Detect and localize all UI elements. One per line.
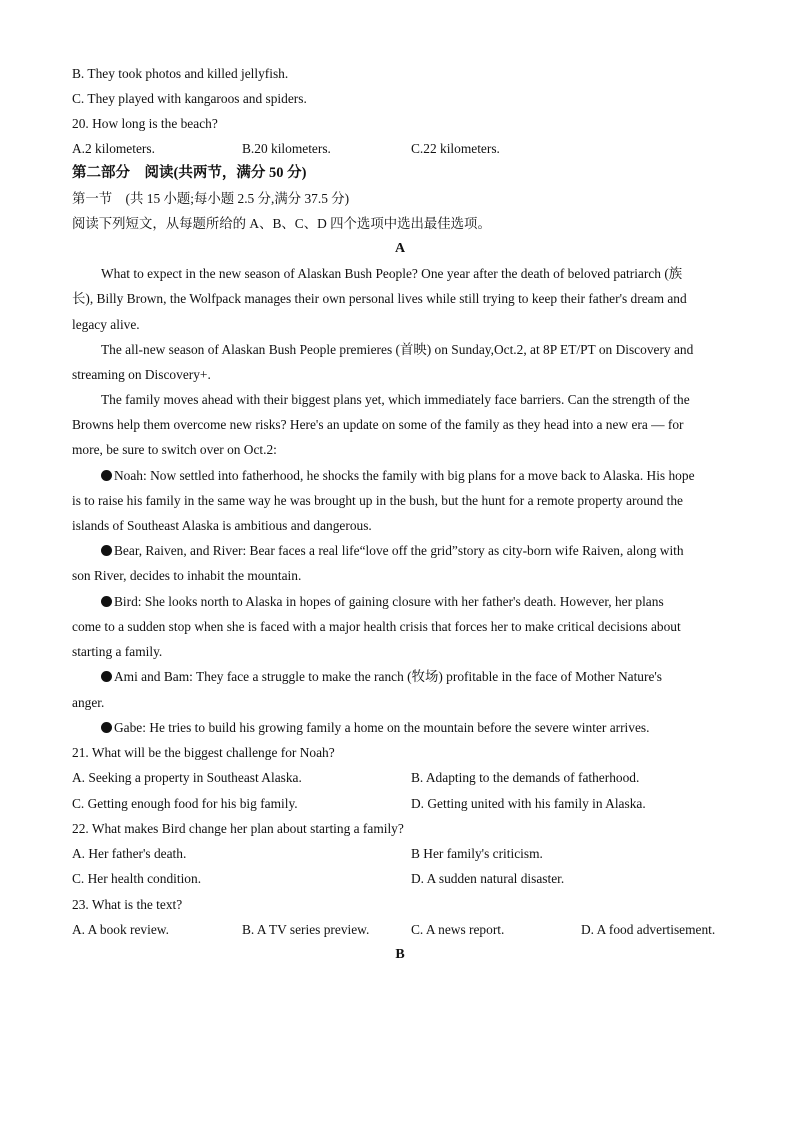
passage-line: son River, decides to inhabit the mountain. — [72, 568, 302, 583]
passage-b-label: B — [395, 947, 405, 962]
q21-option-a: A. Seeking a property in Southeast Alaska. — [72, 770, 302, 785]
passage-line: Browns help them overcome new risks? Here's an update on some of the family as they head into a new era — for — [72, 417, 684, 432]
section-title: 第二部分 阅读(共两节，满分 50 分) — [72, 165, 307, 181]
q19-option-b: B. They took photos and killed jellyfish. — [72, 66, 289, 81]
bullet-icon — [101, 671, 112, 682]
q23-option-c: C. A news report. — [411, 922, 505, 937]
passage-line: legacy alive. — [72, 317, 140, 332]
q22-option-a: A. Her father's death. — [72, 846, 187, 861]
passage-line: is to raise his family in the same way he was brought up in the bush, but the hunt for a remote property around the — [72, 493, 683, 508]
q23-option-b: B. A TV series preview. — [242, 922, 370, 937]
bullet-icon — [101, 722, 112, 733]
passage-line: The all-new season of Alaskan Bush People premieres (首映) on Sunday,Oct.2, at 8P ET/PT on Discovery and — [101, 342, 694, 357]
q23-option-a: A. A book review. — [72, 922, 169, 937]
bullet-icon — [101, 596, 112, 607]
passage-line: starting a family. — [72, 644, 163, 659]
bullet-item-gabe: Gabe: He tries to build his growing family a home on the mountain before the severe winter arrives. — [101, 719, 649, 737]
q23-option-d: D. A food advertisement. — [581, 922, 716, 937]
bullet-item-bird: Bird: She looks north to Alaska in hopes of gaining closure with her father's death. However, her plans — [101, 593, 664, 611]
passage-line: anger. — [72, 695, 105, 710]
q20-stem: 20. How long is the beach? — [72, 116, 218, 131]
passage-line: more, be sure to switch over on Oct.2: — [72, 442, 277, 457]
q22-stem: 22. What makes Bird change her plan about starting a family? — [72, 821, 404, 836]
q21-option-d: D. Getting united with his family in Alaska. — [411, 796, 646, 811]
q23-stem: 23. What is the text? — [72, 897, 183, 912]
passage-line: What to expect in the new season of Alaskan Bush People? One year after the death of beloved patriarch (族 — [101, 266, 683, 281]
section-instruction: 阅读下列短文，从每题所给的 A、B、C、D 四个选项中选出最佳选项。 — [72, 216, 491, 231]
q22-option-d: D. A sudden natural disaster. — [411, 871, 565, 886]
passage-line: streaming on Discovery+. — [72, 367, 211, 382]
q19-option-c: C. They played with kangaroos and spiders. — [72, 91, 307, 106]
q21-option-c: C. Getting enough food for his big family. — [72, 796, 298, 811]
q21-stem: 21. What will be the biggest challenge for Noah? — [72, 745, 335, 760]
bullet-icon — [101, 470, 112, 481]
q21-option-b: B. Adapting to the demands of fatherhood. — [411, 770, 640, 785]
q22-option-b: B Her family's criticism. — [411, 846, 543, 861]
passage-line: islands of Southeast Alaska is ambitious and dangerous. — [72, 518, 372, 533]
section-subtitle: 第一节 (共 15 小题;每小题 2.5 分,满分 37.5 分) — [72, 191, 350, 206]
bullet-item-noah: Noah: Now settled into fatherhood, he shocks the family with big plans for a move back to Alaska. His hope — [101, 467, 695, 485]
q20-option-a: A.2 kilometers. — [72, 141, 155, 156]
q22-option-c: C. Her health condition. — [72, 871, 202, 886]
bullet-icon — [101, 545, 112, 556]
passage-line: come to a sudden stop when she is faced with a major health crisis that forces her to make critical decisions about — [72, 619, 681, 634]
bullet-item-bear: Bear, Raiven, and River: Bear faces a real life“love off the grid”story as city-born wife Raiven, along with — [101, 542, 684, 560]
q20-option-c: C.22 kilometers. — [411, 141, 500, 156]
passage-a-label: A — [394, 241, 406, 256]
passage-line: The family moves ahead with their biggest plans yet, which immediately face barriers. Can the strength of the — [101, 392, 690, 407]
passage-line: 长), Billy Brown, the Wolfpack manages their own personal lives while still trying to keep their father's dream and — [72, 291, 687, 306]
bullet-item-ami-bam: Ami and Bam: They face a struggle to make the ranch (牧场) profitable in the face of Mother Nature's — [101, 668, 662, 686]
q20-option-b: B.20 kilometers. — [242, 141, 331, 156]
